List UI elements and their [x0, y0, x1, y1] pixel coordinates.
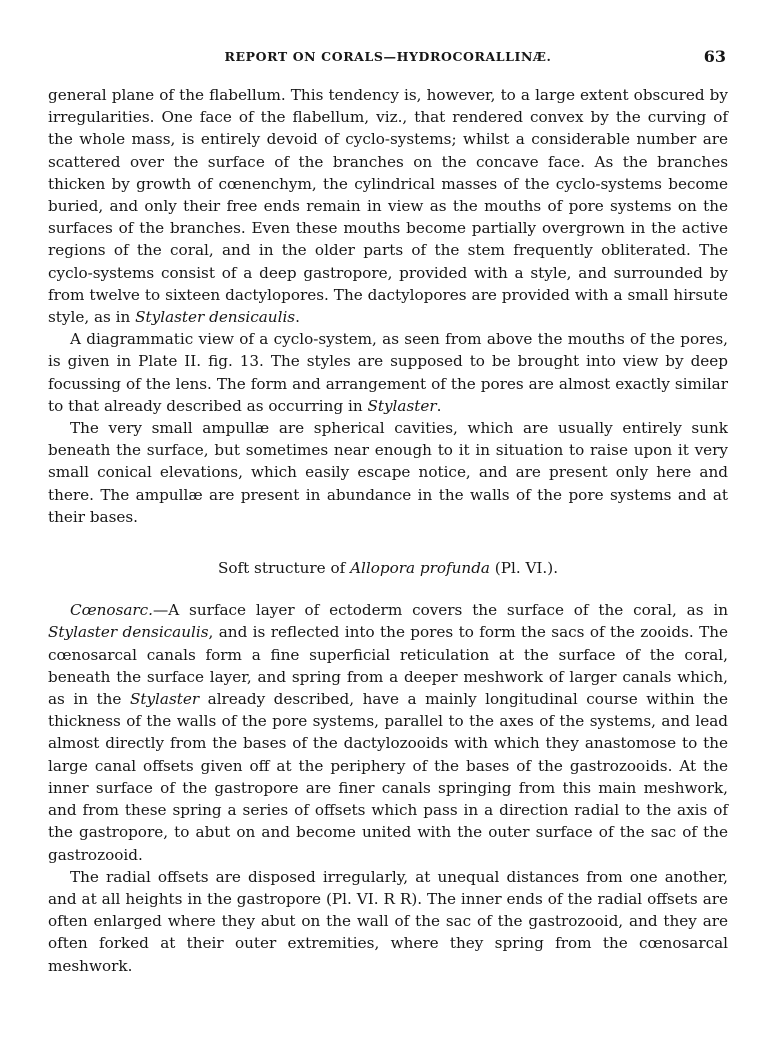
paragraph-text: The very small ampullæ are spherical cavities, which are usually entirely sunk beneath the surface, but sometimes near enough to it in situation to raise upon it very small conical elevations, which easily escape notice, and are present only here and there. The ampullæ are present in abundance in the walls of the pore systems and at their bases. [48, 419, 728, 526]
section-heading-text: Soft structure of [217, 559, 351, 578]
paragraph-text: . [295, 308, 300, 327]
body-text [48, 84, 728, 977]
paragraph-coenosarc [48, 599, 728, 865]
running-head [48, 47, 728, 71]
running-title: REPORT ON CORALS—HYDROCORALLINÆ. [224, 49, 552, 64]
page-number: 63 [703, 47, 726, 66]
paragraph-text: general plane of the flabellum. This tendency is, however, to a large extent obscured by irregularities. One face of the flabellum, viz., that rendered convex by the curving of the whole mass, is entirely devoid of cyclo-systems; whilst a considerable number are scattered over the surface of the branches on the concave face. As the branches thicken by growth of cœnenchym, the cylindrical masses of the cyclo-systems become buried, and only their free ends remain in view as the mouths of pore systems on the surfaces of the branches. Even these mouths become partially overgrown in the active regions of the coral, and in the older parts of the stem frequently obliterated. The cyclo-systems consist of a deep gastropore, provided with a style, and surrounded by from twelve to sixteen dactylopores. The dactylopores are provided with a small hirsute style, as in [48, 86, 728, 327]
genus-name: Stylaster [367, 396, 437, 415]
species-name: Stylaster densicaulis [48, 623, 209, 642]
paragraph-radial-offsets [48, 866, 728, 977]
section-heading-text: (Pl. VI.). [489, 559, 559, 578]
paragraph-text: already described, have a mainly longitudinal course within the thickness of the walls of the pore systems, parallel to the axes of the systems, and lead almost directly from the bases of the dactylozooids with which they anastomose to the large canal offsets given off at the periphery of the bases of the gastrozooids. At the inner surface of the gastropore are finer canals springing from this main meshwork, and from these spring a series of offsets which pass in a direction radial to the axis of the gastropore, to abut on and become united with the outer surface of the sac of the gastrozooid. [48, 690, 729, 864]
species-name: Stylaster densicaulis [135, 308, 296, 327]
paragraph-cyclo-system-view [48, 328, 728, 417]
paragraph-text: , and is reflected into the pores to form the sacs of the zooids. The cœnosarcal canals form a fine superficial reticulation at the surface of the coral, beneath the surface layer, and spring from a deeper meshwork of larger canals which, as in the [48, 623, 728, 709]
section-heading-species: Allopora profunda [350, 559, 490, 578]
genus-name: Stylaster [129, 690, 200, 709]
paragraph-ampullae [48, 417, 728, 528]
paragraph-flabellum [48, 84, 728, 328]
paragraph-text: . [436, 396, 442, 415]
paragraph-text: A diagrammatic view of a cyclo-system, as seen from above the mouths of the pores, is given in Plate II. fig. 13. The styles are supposed to be brought into view by deep focussing of the lens. The form and arrangement of the pores are almost exactly similar to that already described as occurring in [48, 330, 728, 415]
paragraph-text: —A surface layer of ectoderm covers the surface of the coral, as in [153, 601, 728, 620]
paragraph-text: The radial offsets are disposed irregularly, at unequal distances from one another, and at all heights in the gastropore (Pl. VI. R R). The inner ends of the radial offsets are often enlarged where they abut on the wall of the sac of the gastrozooid, and they are often forked at their outer extremities, where they spring from the cœnosarcal meshwork. [48, 867, 728, 975]
subsection-label: Cœnosarc. [70, 601, 154, 620]
section-heading [48, 557, 728, 579]
